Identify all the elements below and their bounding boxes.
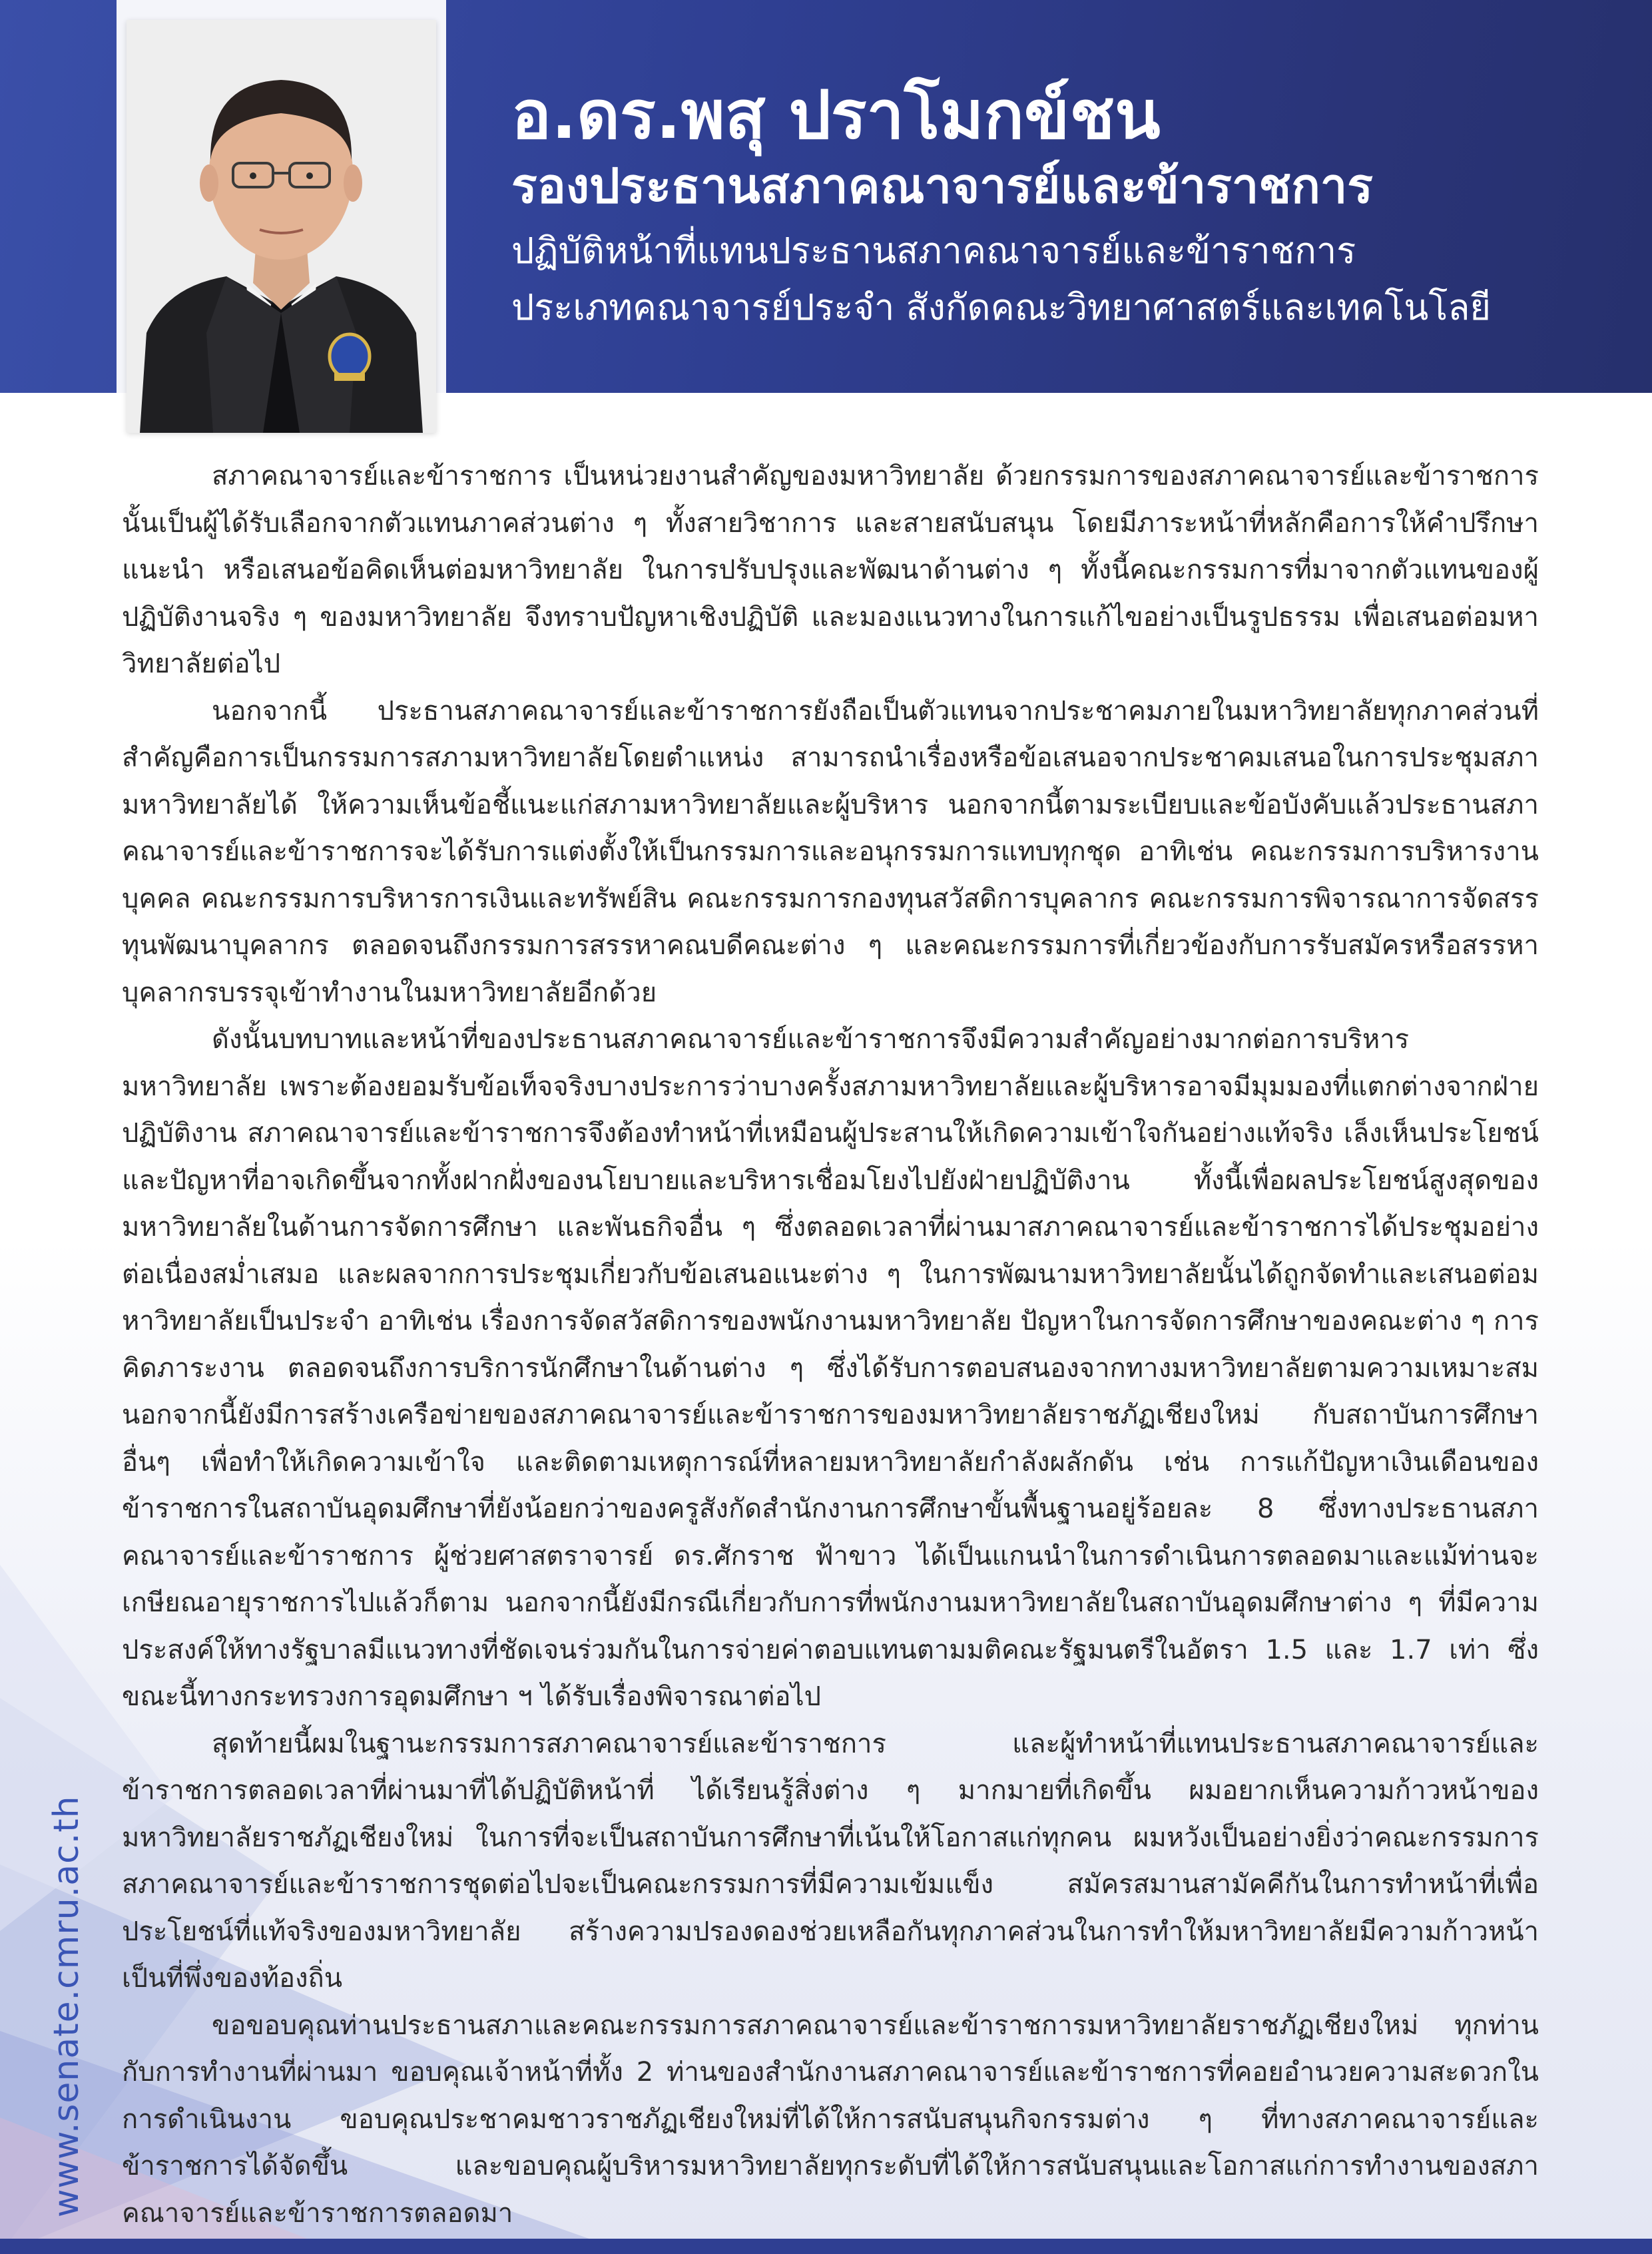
paragraph-5: ขอขอบคุณท่านประธานสภาและคณะกรรมการสภาคณาจารย์และข้าราชการมหาวิทยาลัยราชภัฏเชียงใหม่ ทุกท่านกับการทำงานที่ผ่านมา ขอบคุณเจ้าหน้าที่ทั้ง 2 ท่านของสำนักงานสภาคณาจารย์และข้าราชการที่คอยอำนวยความสะดวกในการดำเนินงาน ขอบคุณประชาคมชาวราชภัฏเชียงใหม่ที่ได้ให้การสนับสนุนกิจกรรมต่าง ๆ ที่ทางสภาคณาจารย์และข้าราชการได้จัดขึ้น และขอบคุณผู้บริหารมหาวิทยาลัยทุกระดับที่ได้ให้การสนับสนุนและโอกาสแก่การทำงานของสภาคณาจารย์และข้าราชการตลอดมา xyxy=(122,2010,1539,2229)
person-affiliation: ประเภทคณาจารย์ประจำ สังกัดคณะวิทยาศาสตร์และเทคโนโลยี xyxy=(511,286,1492,328)
person-position: รองประธานสภาคณาจารย์และข้าราชการ xyxy=(511,158,1373,214)
paragraph-3: ดังนั้นบทบาทและหน้าที่ของประธานสภาคณาจารย์และข้าราชการจึงมีความสำคัญอย่างมากต่อการบริหารมหาวิทยาลัย เพราะต้องยอมรับข้อเท็จจริงบางประการว่าบางครั้งสภามหาวิทยาลัยและผู้บริหารอาจมีมุมมองที่แตกต่างจากฝ่ายปฏิบัติงาน สภาคณาจารย์และข้าราชการจึงต้องทำหน้าที่เหมือนผู้ประสานให้เกิดความเข้าใจกันอย่างแท้จริง เล็งเห็นประโยชน์ และปัญหาที่อาจเกิดขึ้นจากทั้งฝากฝั่งของนโยบายและบริหารเชื่อมโยงไปยังฝ่ายปฏิบัติงาน ทั้งนี้เพื่อผลประโยชน์สูงสุดของมหาวิทยาลัยในด้านการจัดการศึกษา และพันธกิจอื่น ๆ ซึ่งตลอดเวลาที่ผ่านมาสภาคณาจารย์และข้าราชการได้ประชุมอย่างต่อเนื่องสม่ำเสมอ และผลจากการประชุมเกี่ยวกับข้อเสนอแนะต่าง ๆ ในการพัฒนามหาวิทยาลัยนั้นได้ถูกจัดทำและเสนอต่อมหาวิทยาลัยเป็นประจำ อาทิเช่น เรื่องการจัดสวัสดิการของพนักงานมหาวิทยาลัย ปัญหาในการจัดการศึกษาของคณะต่าง ๆ การคิดภาระงาน ตลอดจนถึงการบริการนักศึกษาในด้านต่าง ๆ ซึ่งได้รับการตอบสนองจากทางมหาวิทยาลัยตามความเหมาะสม นอกจากนี้ยังมีการสร้างเครือข่ายของสภาคณาจารย์และข้าราชการของมหาวิทยาลัยราชภัฏเชียงใหม่ กับสถาบันการศึกษาอื่นๆ เพื่อทำให้เกิดความเข้าใจ และติดตามเหตุการณ์ที่หลายมหาวิทยาลัยกำลังผลักดัน เช่น การแก้ปัญหาเงินเดือนของข้าราชการในสถาบันอุดมศึกษาที่ยังน้อยกว่าของครูสังกัดสำนักงานการศึกษาขั้นพื้นฐานอยู่ร้อยละ 8 ซึ่งทางประธานสภาคณาจารย์และข้าราชการ ผู้ช่วยศาสตราจารย์ ดร.ศักราช ฟ้าขาว ได้เป็นแกนนำในการดำเนินการตลอดมาและแม้ท่านจะเกษียณอายุราชการไปแล้วก็ตาม นอกจากนี้ยังมีกรณีเกี่ยวกับการที่พนักงานมหาวิทยาลัยในสถาบันอุดมศึกษาต่าง ๆ ที่มีความประสงค์ให้ทางรัฐบาลมีแนวทางที่ชัดเจนร่วมกันในการจ่ายค่าตอบแทนตามมติคณะรัฐมนตรีในอัตรา 1.5 และ 1.7 เท่า ซึ่งขณะนี้ทางกระทรวงการอุดมศึกษา ฯ ได้รับเรื่องพิจารณาต่อไป xyxy=(122,1024,1539,1712)
paragraph-2: นอกจากนี้ ประธานสภาคณาจารย์และข้าราชการยังถือเป็นตัวแทนจากประชาคมภายในมหาวิทยาลัยทุกภาคส่วนที่สำคัญคือการเป็นกรรมการสภามหาวิทยาลัยโดยตำแหน่ง สามารถนำเรื่องหรือข้อเสนอจากประชาคมเสนอในการประชุมสภามหาวิทยาลัยได้ ให้ความเห็นข้อชี้แนะแก่สภามหาวิทยาลัยและผู้บริหาร นอกจากนี้ตามระเบียบและข้อบังคับแล้วประธานสภาคณาจารย์และข้าราชการจะได้รับการแต่งตั้งให้เป็นกรรมการและอนุกรรมการแทบทุกชุด อาทิเช่น คณะกรรมการบริหารงานบุคคล คณะกรรมการบริหารการเงินและทรัพย์สิน คณะกรรมการกองทุนสวัสดิการบุคลากร คณะกรรมการพิจารณาการจัดสรรทุนพัฒนาบุคลากร ตลอดจนถึงกรรมการสรรหาคณบดีคณะต่าง ๆ และคณะกรรมการที่เกี่ยวข้องกับการรับสมัครหรือสรรหาบุคลากรบรรจุเข้าทำงานในมหาวิทยาลัยอีกด้วย xyxy=(122,695,1539,1008)
article-body xyxy=(122,453,1539,2237)
portrait-photo xyxy=(127,20,436,433)
website-url[interactable]: www.senate.cmru.ac.th xyxy=(47,1795,87,2217)
footer-bar xyxy=(0,2239,1652,2254)
paragraph-1: สภาคณาจารย์และข้าราชการ เป็นหน่วยงานสำคัญของมหาวิทยาลัย ด้วยกรรมการของสภาคณาจารย์และข้าราชการนั้นเป็นผู้ได้รับเลือกจากตัวแทนภาคส่วนต่าง ๆ ทั้งสายวิชาการ และสายสนับสนุน โดยมีภาระหน้าที่หลักคือการให้คำปรึกษา แนะนำ หรือเสนอข้อคิดเห็นต่อมหาวิทยาลัย ในการปรับปรุงและพัฒนาด้านต่าง ๆ ทั้งนี้คณะกรรมการที่มาจากตัวแทนของผู้ปฏิบัติงานจริง ๆ ของมหาวิทยาลัย จึงทราบปัญหาเชิงปฏิบัติ และมองแนวทางในการแก้ไขอย่างเป็นรูปธรรม เพื่อเสนอต่อมหาวิทยาลัยต่อไป xyxy=(122,461,1539,679)
person-name: อ.ดร.พสุ ปราโมกข์ชน xyxy=(511,76,1161,154)
person-duty: ปฏิบัติหน้าที่แทนประธานสภาคณาจารย์และข้าราชการ xyxy=(511,230,1356,272)
person-portrait-icon xyxy=(127,20,436,433)
paragraph-4: สุดท้ายนี้ผมในฐานะกรรมการสภาคณาจารย์และข้าราชการ และผู้ทำหน้าที่แทนประธานสภาคณาจารย์และข้าราชการตลอดเวลาที่ผ่านมาที่ได้ปฏิบัติหน้าที่ ได้เรียนรู้สิ่งต่าง ๆ มากมายที่เกิดขึ้น ผมอยากเห็นความก้าวหน้าของมหาวิทยาลัยราชภัฏเชียงใหม่ ในการที่จะเป็นสถาบันการศึกษาที่เน้นให้โอกาสแก่ทุกคน ผมหวังเป็นอย่างยิ่งว่าคณะกรรมการสภาคณาจารย์และข้าราชการชุดต่อไปจะเป็นคณะกรรมการที่มีความเข้มแข็ง สมัครสมานสามัคคีกันในการทำหน้าที่เพื่อประโยชน์ที่แท้จริงของมหาวิทยาลัย สร้างความปรองดองช่วยเหลือกันทุกภาคส่วนในการทำให้มหาวิทยาลัยมีความก้าวหน้า เป็นที่พึ่งของท้องถิ่น xyxy=(122,1728,1539,1994)
